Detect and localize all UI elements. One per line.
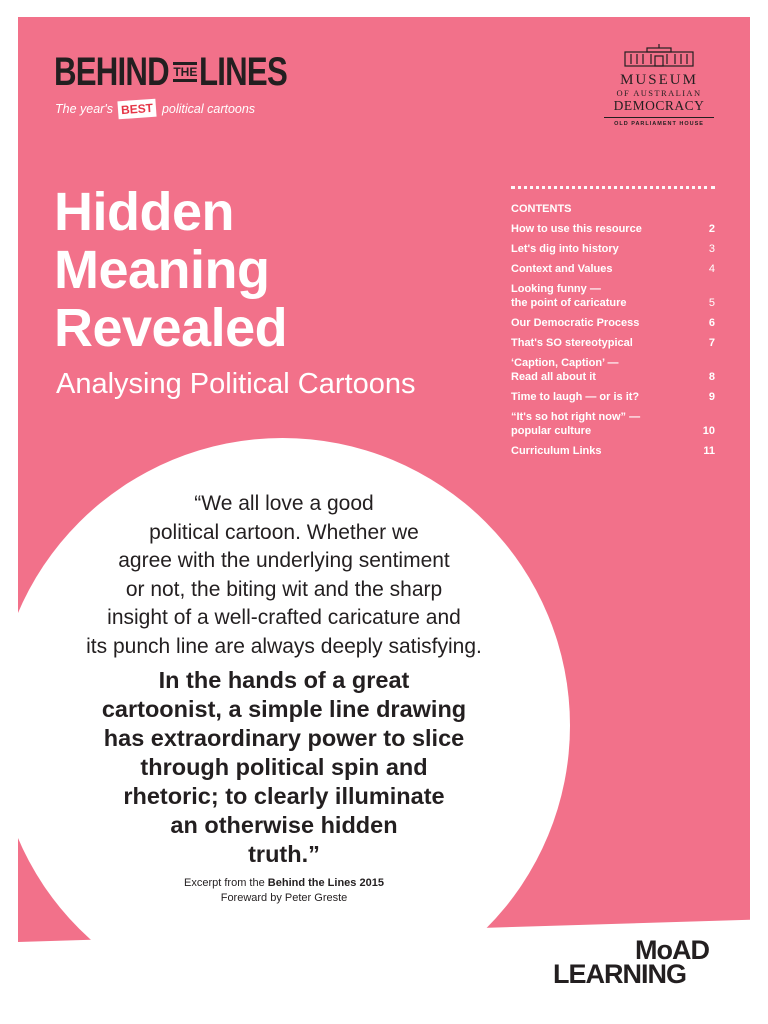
logo-word-behind: BEHIND — [54, 50, 169, 94]
toc-item-page: 3 — [708, 243, 715, 255]
excerpt-source: Behind the Lines 2015 — [267, 877, 384, 889]
quote-line: through political spin and — [140, 754, 428, 780]
quote-line: In the hands of a great — [158, 667, 410, 693]
toc-item-label — [511, 262, 612, 276]
logo-word-lines: LINES — [199, 50, 288, 94]
quote-line: rhetoric; to clearly illuminate — [123, 783, 445, 809]
behind-the-lines-logo — [54, 50, 312, 118]
museum-line-2: OF AUSTRALIAN — [616, 88, 702, 98]
toc-item-line-1: Curriculum Links — [511, 445, 602, 457]
toc-item-line-2: popular culture — [511, 425, 592, 437]
toc-item-line-1: Context and Values — [511, 263, 613, 275]
quote-line: cartoonist, a simple line drawing — [101, 696, 467, 722]
quote-attribution — [34, 876, 534, 906]
parliament-building-icon — [623, 44, 695, 68]
quote-emphasis — [34, 666, 534, 869]
quote-line: has extraordinary power to slice — [103, 725, 465, 751]
toc-item — [511, 242, 715, 256]
toc-item — [511, 390, 715, 404]
toc-item — [511, 444, 715, 458]
tagline-post: political cartoons — [161, 102, 256, 116]
toc-item-page: 5 — [708, 297, 715, 309]
toc-item-line-1: Let's dig into history — [511, 243, 619, 255]
excerpt-foreword: Foreward by Peter Greste — [220, 892, 348, 904]
logo-tagline — [55, 100, 255, 118]
contents-heading: CONTENTS — [511, 203, 572, 215]
toc-item — [511, 262, 715, 276]
toc-item-line-1: Our Democratic Process — [511, 317, 640, 329]
toc-item-page: 9 — [708, 391, 715, 403]
toc-item-page: 2 — [708, 223, 715, 235]
quote-intro — [34, 490, 534, 661]
tagline-best-badge: BEST — [118, 99, 157, 120]
toc-item-line-1: Time to laugh — or is it? — [511, 391, 640, 403]
toc-item-line-1: “It's so hot right now” — — [511, 411, 641, 423]
toc-item — [511, 282, 715, 310]
quote-line: truth.” — [248, 841, 320, 867]
toc-item — [511, 316, 715, 330]
toc-item-page: 8 — [708, 371, 715, 383]
toc-item-label — [511, 222, 642, 236]
moad-learning-logo — [553, 936, 718, 992]
title-line-2: Meaning — [54, 240, 270, 300]
museum-line-1: MUSEUM — [620, 72, 698, 88]
toc-item-page: 7 — [708, 337, 715, 349]
toc-item-label — [511, 282, 627, 310]
toc-item-page: 11 — [703, 445, 715, 457]
toc-item — [511, 336, 715, 350]
page-title — [54, 183, 287, 357]
dotted-divider — [511, 186, 715, 189]
title-line-1: Hidden — [54, 182, 234, 242]
toc-item-label — [511, 444, 601, 458]
toc-item-label — [511, 390, 639, 404]
logo-word-the: THE — [173, 62, 197, 82]
quote-line: agree with the underlying sentiment — [118, 549, 450, 572]
toc-item-line-1: ‘Caption, Caption’ — — [511, 357, 619, 369]
quote-line: “We all love a good — [194, 492, 374, 515]
toc-item — [511, 222, 715, 236]
quote-line: an otherwise hidden — [170, 812, 398, 838]
quote-line: its punch line are always deeply satisfying. — [86, 634, 482, 658]
museum-logo — [604, 44, 714, 127]
toc-item-page: 4 — [708, 263, 715, 275]
toc-item-line-1: Looking funny — — [511, 283, 601, 295]
learning-word: LEARNING — [553, 959, 686, 989]
title-line-3: Revealed — [54, 298, 288, 358]
museum-line-4: OLD PARLIAMENT HOUSE — [614, 121, 704, 127]
contents-list — [511, 186, 715, 464]
tagline-pre: The year's — [55, 102, 113, 116]
quote-line: or not, the biting wit and the sharp — [125, 577, 443, 601]
excerpt-prefix: Excerpt from the — [184, 877, 265, 889]
toc-item-label — [511, 316, 639, 330]
toc-item-page: 6 — [708, 317, 715, 329]
page-subtitle: Analysing Political Cartoons — [56, 368, 416, 400]
toc-item-label — [511, 410, 640, 438]
toc-item-label — [511, 242, 619, 256]
toc-item — [511, 356, 715, 384]
toc-item — [511, 410, 715, 438]
quote-line: insight of a well-crafted caricature and — [107, 606, 461, 629]
toc-item-line-2: Read all about it — [511, 371, 596, 383]
moad-word: MoAD — [635, 935, 709, 965]
toc-item-line-2: the point of caricature — [511, 297, 627, 309]
toc-items — [511, 222, 715, 458]
toc-item-line-1: That's SO stereotypical — [511, 337, 633, 349]
quote-line: political cartoon. Whether we — [149, 520, 419, 544]
toc-item-label — [511, 336, 633, 350]
toc-item-page: 10 — [702, 425, 715, 437]
museum-line-3: DEMOCRACY — [604, 99, 714, 118]
toc-item-line-1: How to use this resource — [511, 223, 642, 235]
toc-item-label — [511, 356, 619, 384]
